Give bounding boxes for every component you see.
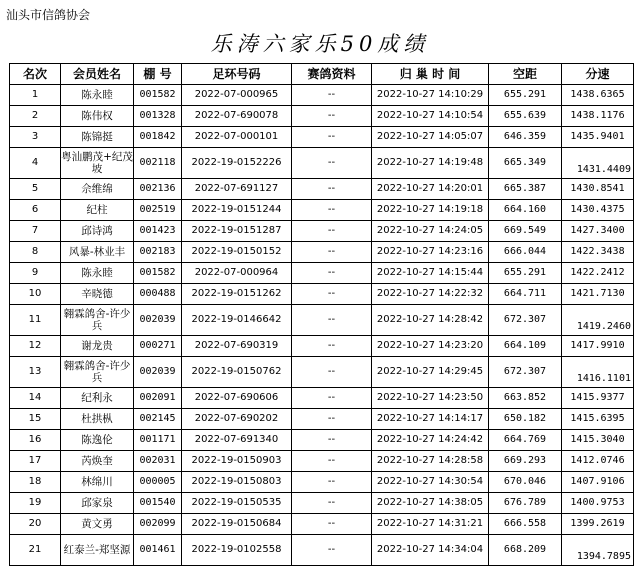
table-row [10, 221, 634, 242]
ring-number-cell: 2022-07-690319 [182, 336, 292, 357]
shed-cell: 002136 [134, 179, 182, 200]
table-row [10, 106, 634, 127]
rank-cell: 19 [10, 493, 61, 514]
ring-number-cell: 2022-19-0150152 [182, 242, 292, 263]
table-row [10, 336, 634, 357]
return-time-cell: 2022-10-27 14:22:32 [372, 284, 489, 305]
ring-number-cell: 2022-19-0150762 [182, 357, 292, 388]
return-time-cell: 2022-10-27 14:10:29 [372, 85, 489, 106]
pigeon-info-cell: -- [292, 388, 372, 409]
pigeon-info-cell: -- [292, 451, 372, 472]
distance-cell: 650.182 [489, 409, 562, 430]
speed-cell: 1427.3400 [562, 221, 634, 242]
return-time-cell: 2022-10-27 14:23:16 [372, 242, 489, 263]
col-speed-header: 分速 [562, 64, 634, 85]
ring-number-cell: 2022-19-0151262 [182, 284, 292, 305]
speed-cell: 1430.8541 [562, 179, 634, 200]
pigeon-info-cell: -- [292, 493, 372, 514]
table-row [10, 148, 634, 179]
ring-number-cell: 2022-07-690078 [182, 106, 292, 127]
rank-cell: 7 [10, 221, 61, 242]
member-name-cell: 陈永睦 [61, 263, 134, 284]
speed-cell: 1399.2619 [562, 514, 634, 535]
ring-number-cell: 2022-19-0150684 [182, 514, 292, 535]
return-time-cell: 2022-10-27 14:38:05 [372, 493, 489, 514]
table-row [10, 242, 634, 263]
table-row [10, 535, 634, 566]
speed-cell: 1394.7895 [562, 535, 634, 566]
table-row [10, 357, 634, 388]
shed-cell: 001540 [134, 493, 182, 514]
return-time-cell: 2022-10-27 14:10:54 [372, 106, 489, 127]
return-time-cell: 2022-10-27 14:29:45 [372, 357, 489, 388]
pigeon-info-cell: -- [292, 106, 372, 127]
speed-cell: 1417.9910 [562, 336, 634, 357]
table-row [10, 263, 634, 284]
pigeon-info-cell: -- [292, 535, 372, 566]
rank-cell: 13 [10, 357, 61, 388]
distance-cell: 664.109 [489, 336, 562, 357]
ring-number-cell: 2022-19-0102558 [182, 535, 292, 566]
member-name-cell: 谢龙贵 [61, 336, 134, 357]
return-time-cell: 2022-10-27 14:19:48 [372, 148, 489, 179]
pigeon-info-cell: -- [292, 200, 372, 221]
shed-cell: 002099 [134, 514, 182, 535]
ring-number-cell: 2022-19-0151244 [182, 200, 292, 221]
shed-cell: 002031 [134, 451, 182, 472]
speed-cell: 1435.9401 [562, 127, 634, 148]
distance-cell: 655.291 [489, 263, 562, 284]
return-time-cell: 2022-10-27 14:24:05 [372, 221, 489, 242]
table-row [10, 85, 634, 106]
rank-cell: 18 [10, 472, 61, 493]
member-name-cell: 佘维绵 [61, 179, 134, 200]
shed-cell: 002039 [134, 305, 182, 336]
shed-cell: 000488 [134, 284, 182, 305]
distance-cell: 666.558 [489, 514, 562, 535]
distance-cell: 655.639 [489, 106, 562, 127]
pigeon-info-cell: -- [292, 305, 372, 336]
shed-cell: 001842 [134, 127, 182, 148]
pigeon-info-cell: -- [292, 430, 372, 451]
pigeon-info-cell: -- [292, 221, 372, 242]
rank-cell: 5 [10, 179, 61, 200]
ring-number-cell: 2022-07-691340 [182, 430, 292, 451]
table-row [10, 388, 634, 409]
ring-number-cell: 2022-19-0146642 [182, 305, 292, 336]
return-time-cell: 2022-10-27 14:28:42 [372, 305, 489, 336]
return-time-cell: 2022-10-27 14:30:54 [372, 472, 489, 493]
speed-cell: 1422.3438 [562, 242, 634, 263]
return-time-cell: 2022-10-27 14:23:50 [372, 388, 489, 409]
rank-cell: 2 [10, 106, 61, 127]
ring-number-cell: 2022-19-0150535 [182, 493, 292, 514]
pigeon-info-cell: -- [292, 148, 372, 179]
col-rank-header: 名次 [10, 64, 61, 85]
rank-cell: 10 [10, 284, 61, 305]
member-name-cell: 陈伟权 [61, 106, 134, 127]
return-time-cell: 2022-10-27 14:34:04 [372, 535, 489, 566]
distance-cell: 672.307 [489, 305, 562, 336]
return-time-cell: 2022-10-27 14:05:07 [372, 127, 489, 148]
shed-cell: 001171 [134, 430, 182, 451]
rank-cell: 11 [10, 305, 61, 336]
shed-cell: 001461 [134, 535, 182, 566]
pigeon-info-cell: -- [292, 472, 372, 493]
return-time-cell: 2022-10-27 14:20:01 [372, 179, 489, 200]
rank-cell: 4 [10, 148, 61, 179]
col-ring-header: 足环号码 [182, 64, 292, 85]
distance-cell: 664.711 [489, 284, 562, 305]
rank-cell: 1 [10, 85, 61, 106]
speed-cell: 1419.2460 [562, 305, 634, 336]
table-row [10, 127, 634, 148]
member-name-cell: 芮焕奎 [61, 451, 134, 472]
table-row [10, 514, 634, 535]
table-row [10, 430, 634, 451]
table-row [10, 451, 634, 472]
pigeon-info-cell: -- [292, 336, 372, 357]
ring-number-cell: 2022-19-0152226 [182, 148, 292, 179]
ring-number-cell: 2022-19-0150803 [182, 472, 292, 493]
pigeon-info-cell: -- [292, 284, 372, 305]
shed-cell: 001328 [134, 106, 182, 127]
rank-cell: 9 [10, 263, 61, 284]
return-time-cell: 2022-10-27 14:15:44 [372, 263, 489, 284]
pigeon-info-cell: -- [292, 514, 372, 535]
distance-cell: 668.209 [489, 535, 562, 566]
member-name-cell: 陈逸伦 [61, 430, 134, 451]
rank-cell: 17 [10, 451, 61, 472]
col-return-time-header: 归 巢 时 间 [372, 64, 489, 85]
rank-cell: 8 [10, 242, 61, 263]
distance-cell: 665.387 [489, 179, 562, 200]
speed-cell: 1431.4409 [562, 148, 634, 179]
speed-cell: 1415.6395 [562, 409, 634, 430]
organization-name: 汕头市信鸽协会 [6, 8, 91, 22]
shed-cell: 002183 [134, 242, 182, 263]
ring-number-cell: 2022-19-0151287 [182, 221, 292, 242]
speed-cell: 1415.3040 [562, 430, 634, 451]
ring-number-cell: 2022-07-000101 [182, 127, 292, 148]
col-distance-header: 空距 [489, 64, 562, 85]
distance-cell: 655.291 [489, 85, 562, 106]
rank-cell: 16 [10, 430, 61, 451]
rank-cell: 14 [10, 388, 61, 409]
speed-cell: 1412.0746 [562, 451, 634, 472]
distance-cell: 663.852 [489, 388, 562, 409]
pigeon-info-cell: -- [292, 179, 372, 200]
member-name-cell: 黄文勇 [61, 514, 134, 535]
distance-cell: 670.046 [489, 472, 562, 493]
rank-cell: 15 [10, 409, 61, 430]
return-time-cell: 2022-10-27 14:14:17 [372, 409, 489, 430]
distance-cell: 669.293 [489, 451, 562, 472]
table-body [10, 85, 634, 566]
col-shed-header: 棚 号 [134, 64, 182, 85]
table-row [10, 409, 634, 430]
table-row [10, 179, 634, 200]
member-name-cell: 邱家泉 [61, 493, 134, 514]
table-row [10, 200, 634, 221]
member-name-cell: 纪柱 [61, 200, 134, 221]
distance-cell: 666.044 [489, 242, 562, 263]
table-row [10, 472, 634, 493]
member-name-cell: 林绵川 [61, 472, 134, 493]
member-name-cell: 陈永睦 [61, 85, 134, 106]
return-time-cell: 2022-10-27 14:19:18 [372, 200, 489, 221]
member-name-cell: 辛晓德 [61, 284, 134, 305]
shed-cell: 001582 [134, 85, 182, 106]
return-time-cell: 2022-10-27 14:24:42 [372, 430, 489, 451]
member-name-cell: 杜拱枞 [61, 409, 134, 430]
ring-number-cell: 2022-07-000965 [182, 85, 292, 106]
table-header-row [10, 64, 634, 85]
pigeon-info-cell: -- [292, 263, 372, 284]
results-table [9, 63, 634, 566]
return-time-cell: 2022-10-27 14:28:58 [372, 451, 489, 472]
rank-cell: 3 [10, 127, 61, 148]
distance-cell: 664.769 [489, 430, 562, 451]
rank-cell: 21 [10, 535, 61, 566]
rank-cell: 20 [10, 514, 61, 535]
speed-cell: 1422.2412 [562, 263, 634, 284]
pigeon-info-cell: -- [292, 242, 372, 263]
col-member-name-header: 会员姓名 [61, 64, 134, 85]
shed-cell: 002091 [134, 388, 182, 409]
shed-cell: 002039 [134, 357, 182, 388]
rank-cell: 6 [10, 200, 61, 221]
ring-number-cell: 2022-19-0150903 [182, 451, 292, 472]
rank-cell: 12 [10, 336, 61, 357]
member-name-cell: 翱霖鸽舍-许少兵 [61, 357, 134, 388]
distance-cell: 646.359 [489, 127, 562, 148]
distance-cell: 676.789 [489, 493, 562, 514]
speed-cell: 1430.4375 [562, 200, 634, 221]
member-name-cell: 纪利永 [61, 388, 134, 409]
speed-cell: 1407.9106 [562, 472, 634, 493]
ring-number-cell: 2022-07-690202 [182, 409, 292, 430]
member-name-cell: 陈锦挺 [61, 127, 134, 148]
member-name-cell: 风暴-林业丰 [61, 242, 134, 263]
speed-cell: 1421.7130 [562, 284, 634, 305]
speed-cell: 1416.1101 [562, 357, 634, 388]
shed-cell: 000005 [134, 472, 182, 493]
shed-cell: 001423 [134, 221, 182, 242]
speed-cell: 1400.9753 [562, 493, 634, 514]
speed-cell: 1438.6365 [562, 85, 634, 106]
shed-cell: 002118 [134, 148, 182, 179]
distance-cell: 672.307 [489, 357, 562, 388]
shed-cell: 002519 [134, 200, 182, 221]
pigeon-info-cell: -- [292, 85, 372, 106]
distance-cell: 669.549 [489, 221, 562, 242]
return-time-cell: 2022-10-27 14:23:20 [372, 336, 489, 357]
return-time-cell: 2022-10-27 14:31:21 [372, 514, 489, 535]
speed-cell: 1415.9377 [562, 388, 634, 409]
pigeon-info-cell: -- [292, 409, 372, 430]
page-title: 乐涛六家乐50成绩 [210, 32, 430, 56]
member-name-cell: 粤汕鹏茂+纪茂坡 [61, 148, 134, 179]
ring-number-cell: 2022-07-691127 [182, 179, 292, 200]
pigeon-info-cell: -- [292, 127, 372, 148]
shed-cell: 001582 [134, 263, 182, 284]
member-name-cell: 红泰兰-郑坚源 [61, 535, 134, 566]
pigeon-info-cell: -- [292, 357, 372, 388]
distance-cell: 665.349 [489, 148, 562, 179]
ring-number-cell: 2022-07-690606 [182, 388, 292, 409]
shed-cell: 002145 [134, 409, 182, 430]
table-row [10, 305, 634, 336]
table-row [10, 493, 634, 514]
table-row [10, 284, 634, 305]
member-name-cell: 翱霖鸽舍-许少兵 [61, 305, 134, 336]
col-pigeon-info-header: 赛鸽资料 [292, 64, 372, 85]
speed-cell: 1438.1176 [562, 106, 634, 127]
shed-cell: 000271 [134, 336, 182, 357]
distance-cell: 664.160 [489, 200, 562, 221]
ring-number-cell: 2022-07-000964 [182, 263, 292, 284]
member-name-cell: 邱诗鸿 [61, 221, 134, 242]
